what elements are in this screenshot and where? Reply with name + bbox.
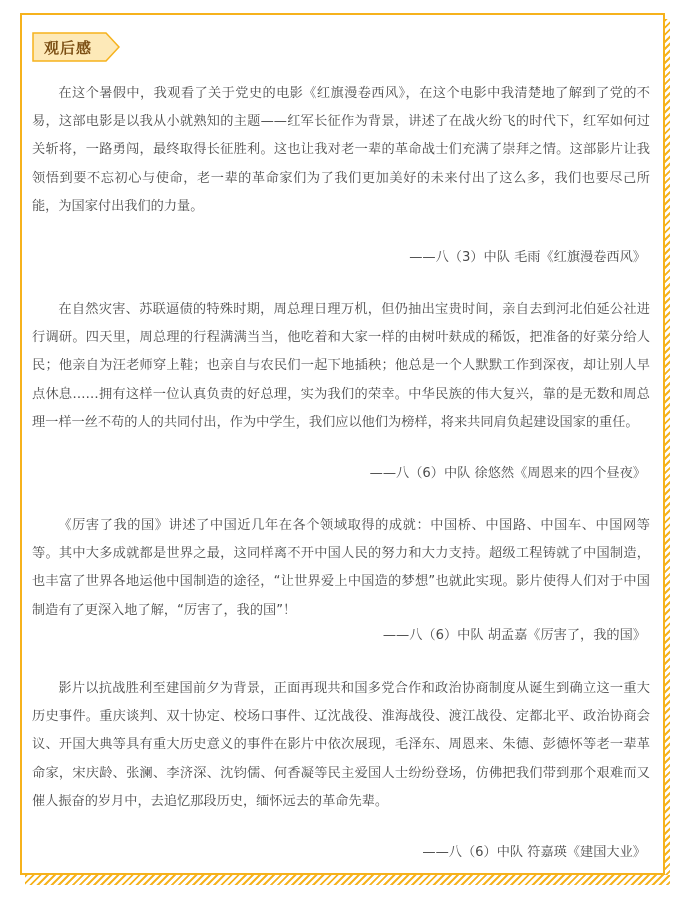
- entry-2-signature: ——八（6）中队 徐悠然《周恩来的四个昼夜》: [369, 466, 646, 481]
- entry-2-text: 在自然灾害、苏联逼债的特殊时期，周总理日理万机，但仍抽出宝贵时间，亲自去到河北伯延公社进行调研。四天里，周总理的行程满满当当，他吃着和大家一样的由树叶麸成的稀饭，把准备的好菜分给人民；他亲自为汪老师穿上鞋；也亲自与农民们一起下地插秧；他总是一个人默默工作到深夜，却让别人早点休息……拥有这样一位认真负责的好总理，实为我们的荣幸。中华民族的伟大复兴，靠的是无数和周总理一样一丝不苟的人的共同付出，作为中学生，我们应以他们为榜样，将来共同肩负起建设国家的重任。: [32, 302, 650, 430]
- section-title-tag: [32, 32, 120, 62]
- entry-4-text: 影片以抗战胜利至建国前夕为背景，正面再现共和国多党合作和政治协商制度从诞生到确立这一重大历史事件。重庆谈判、双十协定、校场口事件、辽沈战役、淮海战役、渡江战役、定都北平、政治协商会议、开国大典等具有重大历史意义的事件在影片中依次展现，毛泽东、周恩来、朱德、彭德怀等老一辈革命家，宋庆龄、张澜、李济深、沈钧儒、何香凝等民主爱国人士纷纷登场，仿佛把我们带到那个艰难而又催人振奋的岁月中，去追忆那段历史，缅怀远去的革命先辈。: [32, 681, 650, 809]
- decorative-stripe-bottom: [25, 875, 670, 885]
- entry-3-signature: ——八（6）中队 胡孟嘉《厉害了，我的国》: [382, 628, 646, 643]
- decorative-stripe-side: [665, 19, 670, 875]
- entry-3-text: 《厉害了我的国》讲述了中国近几年在各个领域取得的成就：中国桥、中国路、中国车、中国网等等。其中大多成就都是世界之最，这同样离不开中国人民的努力和大力支持。超级工程铸就了中国制造，也丰富了世界各地运他中国制造的途径，“让世界爱上中国造的梦想”也就此实现。影片使得人们对于中国制造有了更深入地了解，“厉害了，我的国”！: [32, 518, 650, 618]
- entry-4-signature: ——八（6）中队 符嘉瑛《建国大业》: [422, 845, 646, 860]
- section-title: 观后感: [44, 39, 93, 57]
- entry-1-signature: ——八（3）中队 毛雨《红旗漫卷西风》: [409, 250, 646, 265]
- entry-1-text: 在这个暑假中，我观看了关于党史的电影《红旗漫卷西风》，在这个电影中我清楚地了解到了党的不易，这部电影是以我从小就熟知的主题——红军长征作为背景，讲述了在战火纷飞的时代下，红军如何过关斩将，一路勇闯，最终取得长征胜利。这也让我对老一辈的革命战士们充满了崇拜之情。这部影片让我领悟到要不忘初心与使命，老一辈的革命家们为了我们更加美好的未来付出了这么多，我们也要尽己所能，为国家付出我们的力量。: [32, 86, 650, 214]
